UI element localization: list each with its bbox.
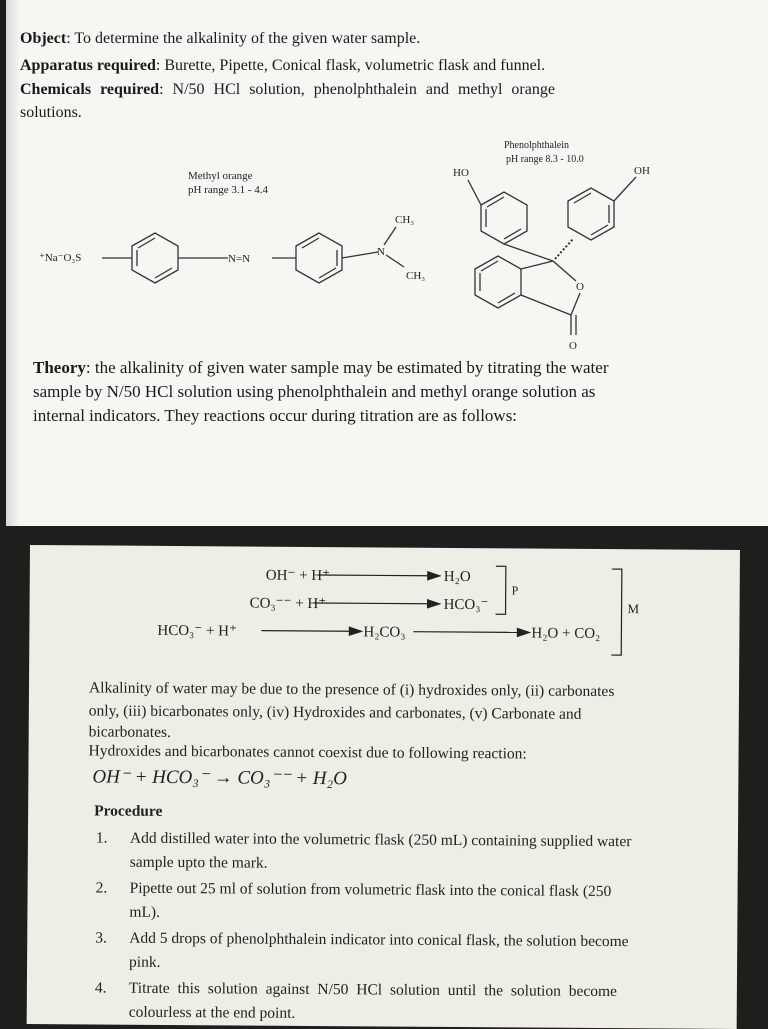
benzo-ring	[475, 256, 521, 308]
step-text-line-1: Pipette out 25 ml of solution from volumetric flask into the conical flask (250	[129, 879, 612, 901]
page-bottom-sheet	[27, 545, 740, 1029]
phenolphthalein-bracket-label: P	[511, 583, 519, 598]
reaction-1-product: H₂O	[443, 568, 471, 586]
azo-group-label: N=N	[228, 253, 251, 265]
sulfonate-group-label: ⁺Na⁻O₃S	[39, 252, 82, 264]
step-number: 3.	[95, 929, 107, 947]
reaction-3-products: H₂O + CO₂	[531, 625, 601, 642]
procedure-heading: Procedure	[94, 802, 163, 820]
neutralization-equation: OH⁻ + HCO₃⁻ → CO₃⁻⁻ + H₂O	[92, 766, 347, 790]
methyl-bottom-label: CH₃	[406, 270, 426, 282]
chemicals-text: : N/50 HCl solution, phenolphthalein and methyl orange	[159, 81, 555, 98]
theory-label: Theory	[33, 358, 86, 377]
step-text-line-2: mL).	[129, 903, 161, 921]
phenol-ring-right	[568, 188, 614, 240]
methyl-orange-name: Methyl orange	[188, 170, 253, 182]
step-text-line-2: sample upto the mark.	[129, 853, 268, 872]
methyl-orange-ring-2	[296, 233, 342, 283]
page-top-sheet	[6, 0, 768, 526]
phenolphthalein-ph-range: pH range 8.3 - 10.0	[506, 154, 584, 165]
phenol-ring-left	[481, 192, 527, 244]
reaction-3-reactants: HCO₃⁻ + H⁺	[157, 622, 237, 640]
reaction-2-reactants: CO₃⁻⁻ + H⁺	[249, 595, 327, 613]
step-number: 1.	[95, 829, 108, 847]
object-line	[20, 30, 420, 48]
methyl-orange-structure	[102, 227, 404, 283]
methyl-orange-ph-range: pH range 3.1 - 4.4	[188, 184, 269, 196]
apparatus-text: : Burette, Pipette, Conical flask, volumetric flask and funnel.	[155, 57, 546, 74]
chemicals-label: Chemicals required	[20, 81, 160, 98]
apparatus-label: Apparatus required	[20, 57, 156, 74]
methyl-top-label: CH₃	[395, 214, 415, 226]
object-text: : To determine the alkalinity of the given water sample.	[66, 30, 421, 47]
alkalinity-line-1: Alkalinity of water may be due to the presence of (i) hydroxides only, (ii) carbonates	[88, 679, 615, 701]
theory-line-2: sample by N/50 HCl solution using phenolphthalein and methyl orange solution as	[33, 382, 596, 401]
theory-line-1	[33, 358, 608, 378]
carbonyl-oxygen-label: O	[569, 340, 577, 352]
coexist-statement: Hydroxides and bicarbonates cannot coexist due to following reaction:	[88, 742, 527, 763]
hydroxyl-right-label: OH	[634, 165, 650, 177]
theory-text-1: : the alkalinity of given water sample may be estimated by titrating the water	[85, 358, 609, 377]
step-text-line-2: colourless at the end point.	[128, 1003, 296, 1022]
hydroxyl-left-label: HO	[453, 167, 469, 179]
step-text-line-2: pink.	[129, 953, 161, 971]
reaction-2-product: HCO₃⁻	[443, 596, 489, 614]
step-text-line-1: Titrate this solution against N/50 HCl solution until the solution become	[128, 979, 618, 1001]
phenolphthalein-structure	[468, 177, 636, 335]
step-number: 2.	[95, 879, 108, 897]
methyl-orange-bracket-label: M	[627, 601, 640, 617]
apparatus-line	[20, 57, 545, 75]
chemicals-line	[20, 81, 555, 99]
alkalinity-line-3: bicarbonates.	[88, 723, 171, 741]
step-text-line-1: Add distilled water into the volumetric flask (250 mL) containing supplied water	[129, 829, 632, 851]
reaction-1-reactants: OH⁻ + H⁺	[265, 567, 331, 585]
reaction-scheme	[29, 555, 740, 670]
theory-line-3: internal indicators. They reactions occur during titration are as follows:	[33, 406, 518, 425]
chemical-structures	[6, 135, 768, 355]
step-number: 4.	[94, 979, 107, 997]
reaction-3-intermediate: H₂CO₃	[363, 624, 406, 641]
chemicals-line-cont: solutions.	[20, 104, 82, 121]
ring-oxygen-label: O	[576, 281, 584, 293]
methyl-orange-ring-1	[132, 233, 178, 283]
phenolphthalein-name: Phenolphthalein	[504, 140, 569, 151]
amine-n-label: N	[377, 246, 385, 258]
step-text-line-1: Add 5 drops of phenolphthalein indicator into conical flask, the solution become	[129, 929, 629, 951]
alkalinity-line-2: only, (iii) bicarbonates only, (iv) Hydroxides and carbonates, (v) Carbonate and	[88, 702, 582, 723]
object-label: Object	[20, 30, 67, 47]
